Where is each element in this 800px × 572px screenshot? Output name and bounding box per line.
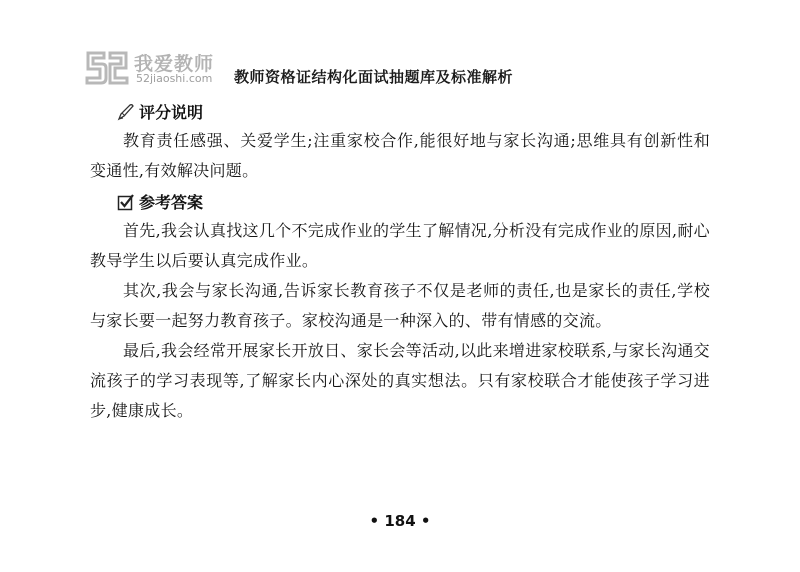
section-heading-label: 评分说明 [139,103,204,122]
page-number: • 184 • [369,512,431,530]
scoring-paragraph: 教育责任感强、关爱学生;注重家校合作,能很好地与家长沟通;思维具有创新性和变通性,有效解决问题。 [90,131,710,180]
answer-paragraph: 最后,我会经常开展家长开放日、家长会等活动,以此来增进家校联系,与家长沟通交流孩子的学习表现等,了解家长内心深处的真实想法。只有家校联合才能使孩子学习进步,健康成长。 [90,341,710,420]
logo-name: 我爱教师 [134,53,215,75]
pen-icon [117,103,135,121]
section-heading-answer [117,190,203,213]
section-heading-scoring [117,100,203,123]
checkbox-checked-icon [117,193,135,211]
page-header [84,50,724,92]
logo-url: 52jiaoshi.com [136,72,213,85]
book-title: 教师资格证结构化面试抽题库及标准解析 [234,68,514,86]
site-logo [84,50,234,90]
logo-mark-icon [84,50,130,86]
answer-paragraph: 其次,我会与家长沟通,告诉家长教育孩子不仅是老师的责任,也是家长的责任,学校与家长要一起努力教育孩子。家校沟通是一种深入的、带有情感的交流。 [90,281,710,330]
answer-paragraph: 首先,我会认真找这几个不完成作业的学生了解情况,分析没有完成作业的原因,耐心教导学生以后要认真完成作业。 [90,221,710,270]
section-heading-label: 参考答案 [139,193,204,212]
